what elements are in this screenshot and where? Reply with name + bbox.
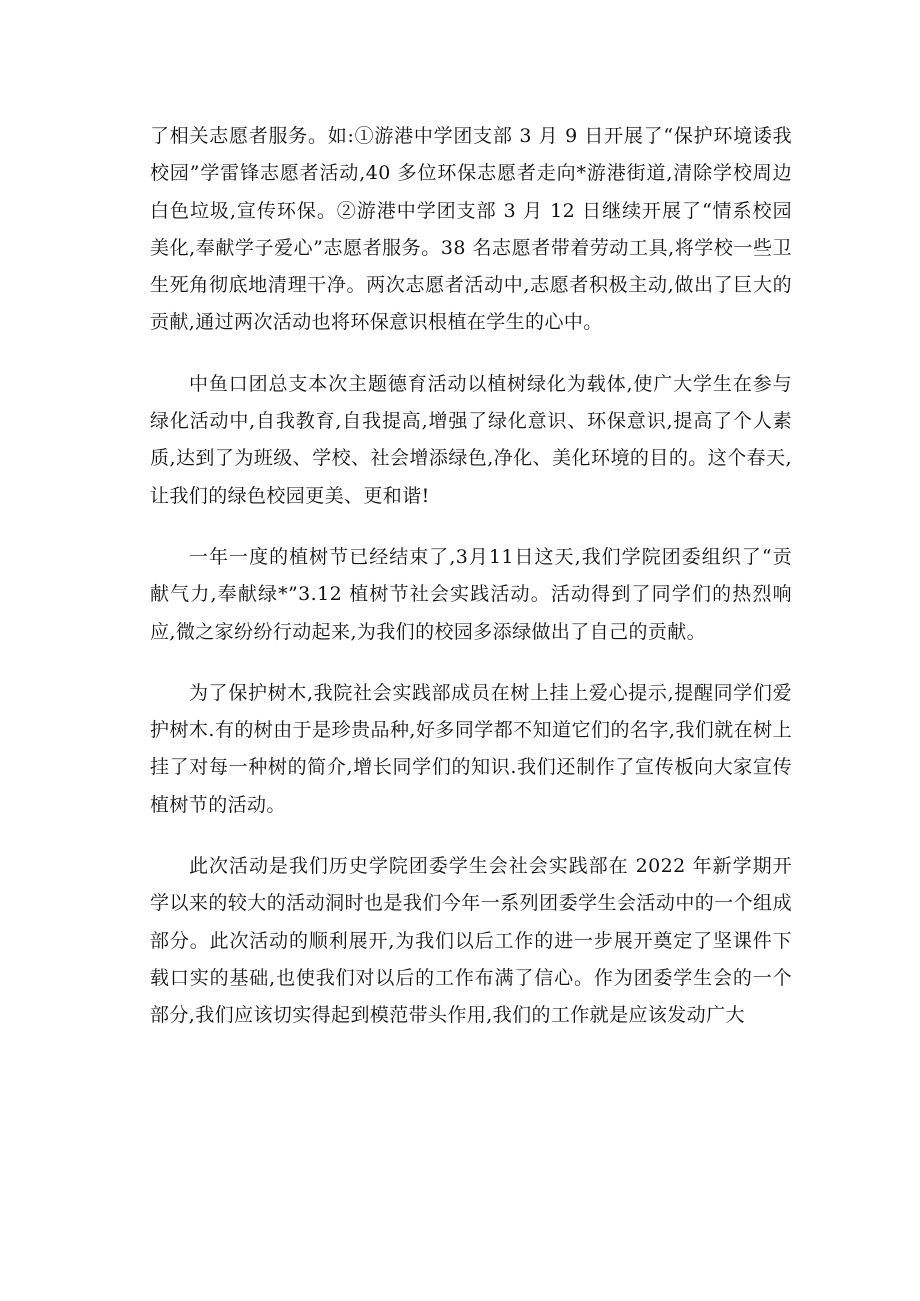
- paragraph-volunteer-service: 了相关志愿者服务。如:①游港中学团支部 3 月 9 日开展了“保护环境诿我校园”学雷锋志愿者活动,40 多位环保志愿者走向*游港街道,清除学校周边白色垃圾,宣传环保。②游港中学团支部 3 月 12 日继续开展了“情系校园美化,奉献学子爱心”志愿者服务。38 名志愿者带着劳动工具,将学校一些卫生死角彻底地清理干净。两次志愿者活动中,志愿者积极主动,做出了巨大的贡献,通过两次活动也将环保意识根植在学生的心中。: [150, 125, 792, 334]
- document-body: [150, 118, 792, 1059]
- paragraph-arbor-day-activity: 一年一度的植树节已经结束了,3月11日这天,我们学院团委组织了“贡献气力,奉献绿*”3.12 植树节社会实践活动。活动得到了同学们的热烈响应,微之家纷纷行动起来,为我们的校园多添绿做出了自己的贡献。: [150, 545, 792, 643]
- paragraph-protect-trees: 为了保护树木,我院社会实践部成员在树上挂上爱心提示,提醒同学们爱护树木.有的树由于是珍贵品种,好多同学都不知道它们的名字,我们就在树上挂了对每一种树的简介,增长同学们的知识.我们还制作了宣传板向大家宣传植树节的活动。: [150, 681, 792, 816]
- paragraph-tree-planting-education: 中鱼口团总支本次主题德育活动以植树绿化为载体,使广大学生在参与绿化活动中,自我教育,自我提高,增强了绿化意识、环保意识,提高了个人素质,达到了为班级、学校、社会增添绿色,净化、美化环境的目的。这个春天,让我们的绿色校园更美、更和谐!: [150, 372, 792, 507]
- paragraph-activity-summary: 此次活动是我们历史学院团委学生会社会实践部在 2022 年新学期开学以来的较大的活动洞时也是我们今年一系列团委学生会活动中的一个组成部分。此次活动的顺利展开,为我们以后工作的进一步展开奠定了坚课件下载口实的基础,也使我们对以后的工作布满了信心。作为团委学生会的一个部分,我们应该切实得起到模范带头作用,我们的工作就是应该发动广大: [150, 855, 792, 1027]
